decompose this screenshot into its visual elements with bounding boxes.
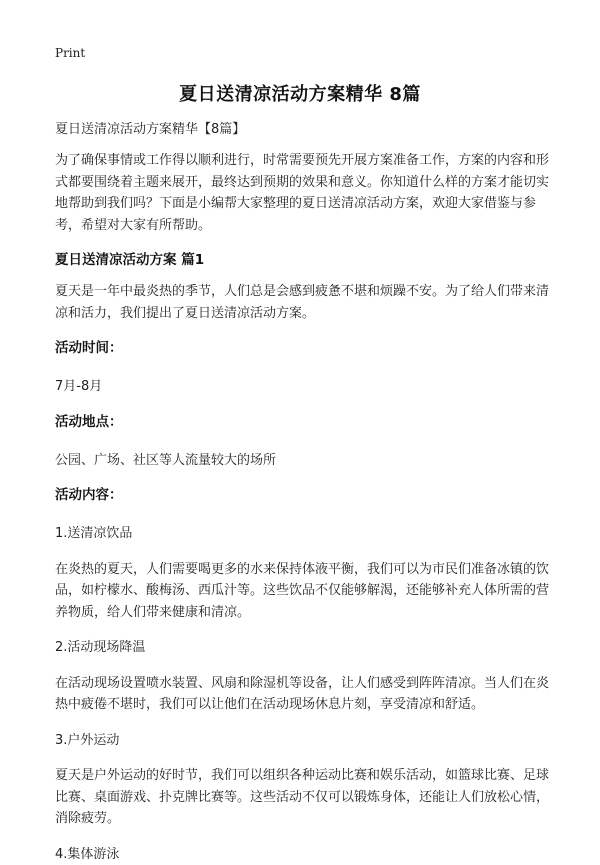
time-value: 7月-8月: [55, 376, 555, 398]
document-body: [55, 119, 555, 865]
item-body: 在炎热的夏天，人们需要喝更多的水来保持体液平衡，我们可以为市民们准备冰镇的饮品，如柠檬水、酸梅汤、西瓜汁等。这些饮品不仅能够解渴，还能够补充人体所需的营养物质，给人们带来健康和清凉。: [55, 559, 555, 624]
item-title: 3.户外运动: [55, 730, 555, 752]
content-label: 活动内容：: [55, 485, 555, 506]
section-heading: 夏日送清凉活动方案 篇1: [55, 250, 555, 271]
intro-paragraph: 为了确保事情或工作得以顺利进行，时常需要预先开展方案准备工作，方案的内容和形式都要围绕着主题来展开，最终达到预期的效果和意义。你知道什么样的方案才能切实地帮助到我们吗？下面是小编帮大家整理的夏日送清凉活动方案，欢迎大家借鉴与参考，希望对大家有所帮助。: [55, 150, 555, 236]
place-label: 活动地点：: [55, 412, 555, 433]
document-title: 夏日送清凉活动方案精华 8篇: [0, 80, 600, 106]
item-body: 在活动现场设置喷水装置、风扇和除湿机等设备，让人们感受到阵阵清凉。当人们在炎热中疲倦不堪时，我们可以让他们在活动现场休息片刻，享受清凉和舒适。: [55, 673, 555, 716]
item-title: 1.送清凉饮品: [55, 523, 555, 545]
item-title: 2.活动现场降温: [55, 637, 555, 659]
item-title: 4.集体游泳: [55, 844, 555, 865]
item-body: 夏天是户外运动的好时节，我们可以组织各种运动比赛和娱乐活动，如篮球比赛、足球比赛、桌面游戏、扑克牌比赛等。这些活动不仅可以锻炼身体，还能让人们放松心情，消除疲劳。: [55, 765, 555, 830]
section-intro-paragraph: 夏天是一年中最炎热的季节，人们总是会感到疲惫不堪和烦躁不安。为了给人们带来清凉和活力，我们提出了夏日送清凉活动方案。: [55, 281, 555, 324]
time-label: 活动时间：: [55, 338, 555, 359]
document-subtitle: 夏日送清凉活动方案精华【8篇】: [55, 119, 555, 140]
place-value: 公园、广场、社区等人流量较大的场所: [55, 450, 555, 472]
print-label[interactable]: Print: [55, 46, 85, 60]
